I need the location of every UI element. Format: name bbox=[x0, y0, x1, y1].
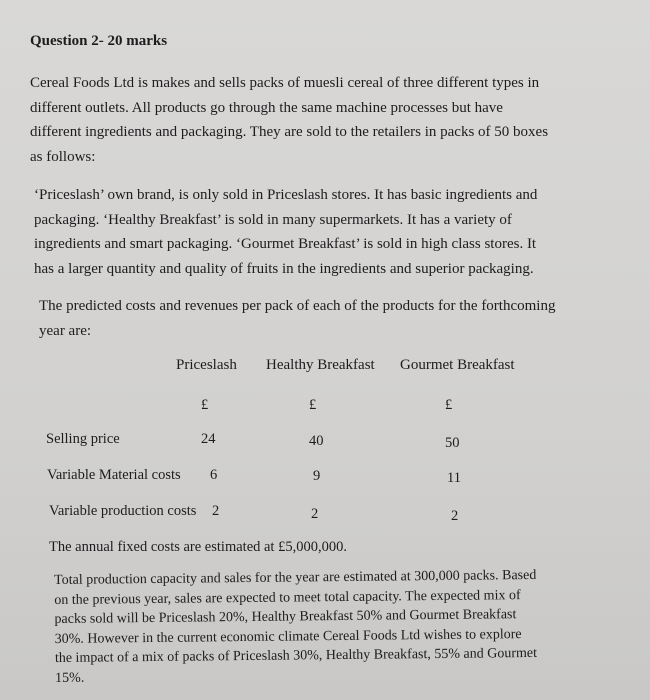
products-line: ‘Priceslash’ own brand, is only sold in Priceslash stores. It has basic ingredients and bbox=[34, 187, 538, 203]
predicted-line: The predicted costs and revenues per pack of each of the products for the forthcoming bbox=[39, 298, 556, 314]
predicted-line: year are: bbox=[39, 322, 92, 339]
row-label-selling-price: Selling price bbox=[46, 431, 120, 447]
intro-line: Cereal Foods Ltd is makes and sells packs of muesli cereal of three different types in bbox=[30, 75, 540, 91]
products-line: has a larger quantity and quality of fruits in the ingredients and superior packaging. bbox=[34, 260, 534, 277]
row-label-variable-production-costs: Variable production costs bbox=[49, 503, 197, 519]
col-header-healthy-breakfast: Healthy Breakfast bbox=[266, 357, 375, 373]
currency-priceslash: £ bbox=[201, 397, 209, 413]
cell-production-healthy: 2 bbox=[311, 506, 319, 522]
capacity-line: packs sold will be Priceslash 20%, Healthy Breakfast 50% and Gourmet Breakfast bbox=[54, 607, 517, 627]
cell-production-gourmet: 2 bbox=[451, 508, 459, 524]
cell-selling-price-gourmet: 50 bbox=[445, 435, 460, 451]
col-header-gourmet-breakfast: Gourmet Breakfast bbox=[400, 357, 515, 373]
cell-selling-price-priceslash: 24 bbox=[201, 431, 216, 447]
cell-material-gourmet: 11 bbox=[447, 470, 461, 486]
intro-line: different ingredients and packaging. They are sold to the retailers in packs of 50 boxes bbox=[30, 124, 549, 140]
products-paragraph bbox=[34, 183, 537, 281]
currency-healthy-breakfast: £ bbox=[309, 397, 317, 413]
capacity-line: 30%. However in the current economic climate Cereal Foods Ltd wishes to explore bbox=[54, 626, 522, 647]
row-label-variable-material-costs: Variable Material costs bbox=[47, 467, 181, 483]
products-line: ingredients and smart packaging. ‘Gourmet Breakfast’ is sold in high class stores. It bbox=[34, 236, 537, 252]
intro-paragraph bbox=[30, 71, 548, 169]
cell-production-priceslash: 2 bbox=[212, 503, 220, 519]
cell-selling-price-healthy: 40 bbox=[309, 433, 324, 449]
products-line: packaging. ‘Healthy Breakfast’ is sold in many supermarkets. It has a variety of bbox=[34, 211, 512, 228]
col-header-priceslash: Priceslash bbox=[176, 357, 237, 373]
currency-gourmet-breakfast: £ bbox=[445, 397, 453, 413]
intro-line: different outlets. All products go through the same machine processes but have bbox=[30, 99, 503, 116]
capacity-paragraph bbox=[54, 566, 537, 688]
predicted-paragraph bbox=[39, 294, 555, 343]
capacity-line: 15%. bbox=[55, 670, 85, 686]
fixed-costs-text: The annual fixed costs are estimated at £5,000,000. bbox=[49, 539, 347, 555]
intro-line: as follows: bbox=[30, 148, 96, 165]
capacity-line: on the previous year, sales are expected to meet total capacity. The expected mix of bbox=[54, 587, 521, 608]
cell-material-healthy: 9 bbox=[313, 468, 321, 484]
capacity-line: the impact of a mix of packs of Priceslash 30%, Healthy Breakfast, 55% and Gourmet bbox=[54, 645, 538, 666]
question-title: Question 2- 20 marks bbox=[30, 33, 168, 49]
cell-material-priceslash: 6 bbox=[210, 467, 218, 483]
capacity-line: Total production capacity and sales for the year are estimated at 300,000 packs. Based bbox=[54, 567, 537, 588]
